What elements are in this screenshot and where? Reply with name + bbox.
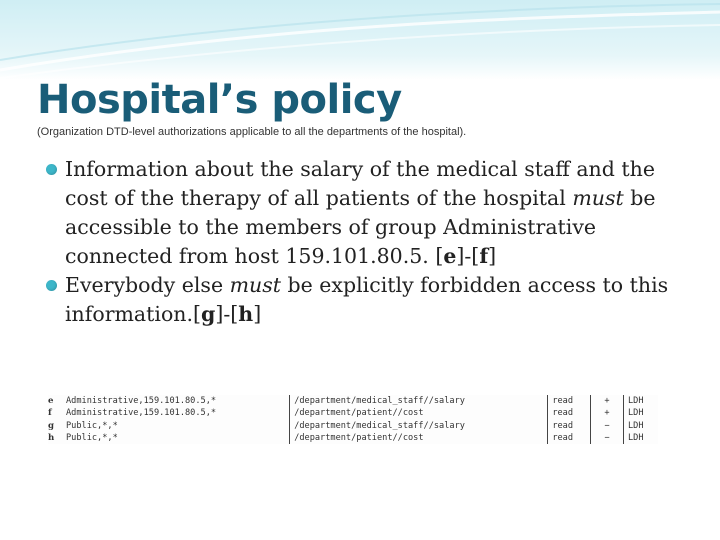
bullet-dot-icon — [46, 164, 57, 175]
rule-type: LDH — [623, 420, 658, 432]
bullet-text: Information about the salary of the medical staff and the cost of the therapy of all patients of the hospital — [65, 157, 655, 210]
rule-sign: − — [590, 432, 623, 444]
rule-subject: Public,*,* — [66, 432, 118, 443]
bullet-text: be explicitly forbidden access to this information.[ — [65, 273, 669, 326]
bullet-text: be accessible to the members of group Administrative connected from host 159.101.80.5. [ — [65, 186, 656, 268]
rule-ref: e — [443, 244, 457, 268]
rule-subject: Administrative,159.101.80.5,* — [66, 396, 217, 406]
bullet-item — [46, 155, 676, 271]
bullet-text: ]-[ — [456, 244, 480, 268]
table-row — [48, 420, 658, 432]
rule-type: LDH — [623, 432, 658, 444]
rule-object: /department/medical_staff//salary — [290, 420, 548, 432]
bullet-text: Everybody else — [65, 273, 230, 297]
bullet-emphasis: must — [572, 186, 624, 210]
wave-decoration — [0, 0, 720, 80]
rule-subject: Administrative,159.101.80.5,* — [66, 408, 217, 419]
rule-letter: h — [48, 432, 55, 443]
rule-sign: − — [590, 420, 623, 432]
rule-action: read — [548, 407, 591, 419]
bullet-text: ] — [488, 244, 497, 268]
rule-object: /department/medical_staff//salary — [290, 395, 548, 407]
decorative-header-band — [0, 0, 720, 80]
bullet-list — [46, 155, 676, 329]
authorization-rules-table — [48, 395, 658, 444]
rule-action: read — [548, 395, 591, 407]
rule-subject: Public,*,* — [66, 420, 118, 431]
bullet-dot-icon — [46, 280, 57, 291]
rule-object: /department/patient//cost — [290, 432, 548, 444]
slide-subtitle: (Organization DTD-level authorizations applicable to all the departments of the hospital). — [37, 126, 467, 138]
rule-ref: h — [238, 302, 254, 326]
table-row — [48, 395, 658, 407]
rule-sign: + — [590, 395, 623, 407]
bullet-text: ] — [253, 302, 262, 326]
rule-action: read — [548, 432, 591, 444]
table-row — [48, 407, 658, 419]
bullet-text: ]-[ — [215, 302, 239, 326]
table-row — [48, 432, 658, 444]
rule-ref: f — [479, 244, 489, 268]
bullet-item — [46, 271, 676, 329]
rule-type: LDH — [623, 407, 658, 419]
rule-letter: f — [48, 408, 52, 419]
rule-action: read — [548, 420, 591, 432]
rule-object: /department/patient//cost — [290, 407, 548, 419]
rule-letter: g — [48, 420, 55, 431]
rule-ref: g — [201, 302, 216, 326]
slide-title: Hospital’s policy — [37, 77, 402, 123]
bullet-emphasis: must — [229, 273, 282, 297]
rule-letter: e — [48, 396, 54, 406]
rule-sign: + — [590, 407, 623, 419]
rule-type: LDH — [623, 395, 658, 407]
